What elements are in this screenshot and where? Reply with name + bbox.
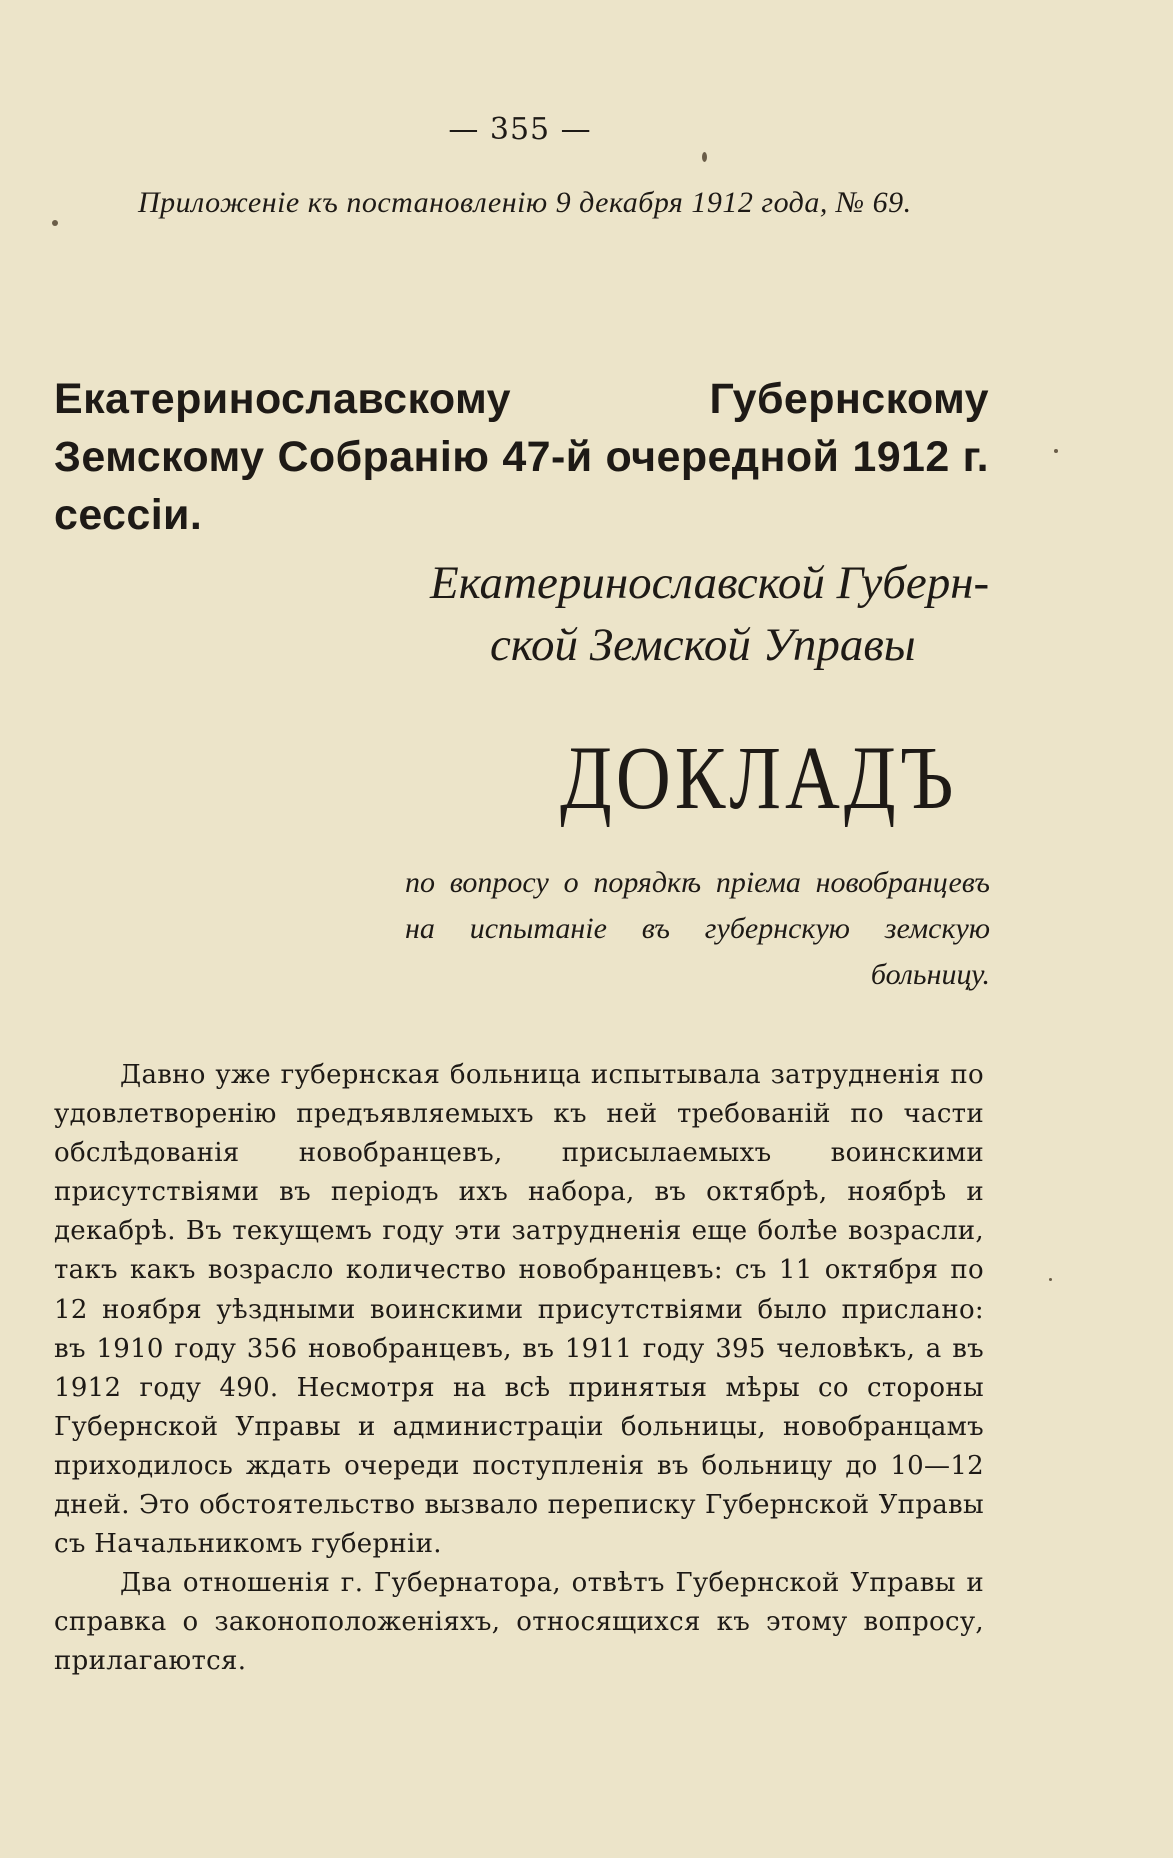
print-speck: [1049, 1278, 1052, 1281]
print-speck: [52, 220, 58, 226]
appendix-note: Приложеніе къ постановленію 9 декабря 1912 года, № 69.: [138, 186, 912, 219]
body-text: [54, 1056, 984, 1682]
print-speck: [702, 152, 707, 162]
issuer-line-1: Екатеринославской Губерн-: [430, 557, 990, 609]
heading: Екатеринославскому Губернскому Земскому Собранію 47-й очередной 1912 г. сессіи.: [54, 375, 989, 539]
issuer: [430, 552, 995, 676]
page-number: — 355 —: [448, 112, 592, 147]
paragraph: Два отношенія г. Губернатора, отвѣтъ Губернской Управы и справка о законоположеніяхъ, относящихся къ этому вопросу, прилагаются.: [54, 1568, 984, 1677]
paragraph: Давно уже губернская больница испытывала затрудненія по удовлетворенію предъявляемыхъ къ ней требованій по части обслѣдованія новобранцевъ, присылаемыхъ воинскими присутствіями въ періодъ ихъ набора, въ октябрѣ, ноябрѣ и декабрѣ. Въ текущемъ году эти затрудненія еще болѣе возрасли, такъ какъ возрасло количество новобранцевъ: съ 11 октября по 12 ноября уѣздными воинскими присутствіями было прислано: въ 1910 году 356 новобранцевъ, въ 1911 году 395 человѣкъ, а въ 1912 году 490. Несмотря на всѣ принятыя мѣры со стороны Губернской Управы и администраціи больницы, новобранцамъ приходилось ждать очереди поступленія въ больницу до 10—12 дней. Это обстоятельство вызвало переписку Губернской Управы съ Начальникомъ губерніи.: [54, 1060, 984, 1560]
report-title: ДОКЛАДЪ: [560, 729, 958, 829]
issuer-line-2: ской Земской Управы: [490, 619, 916, 671]
print-speck: [1054, 449, 1058, 453]
report-subject: по вопросу о порядкѣ пріема новобранцевъ на испытаніе въ губернскую земскую больницу.: [405, 866, 990, 991]
